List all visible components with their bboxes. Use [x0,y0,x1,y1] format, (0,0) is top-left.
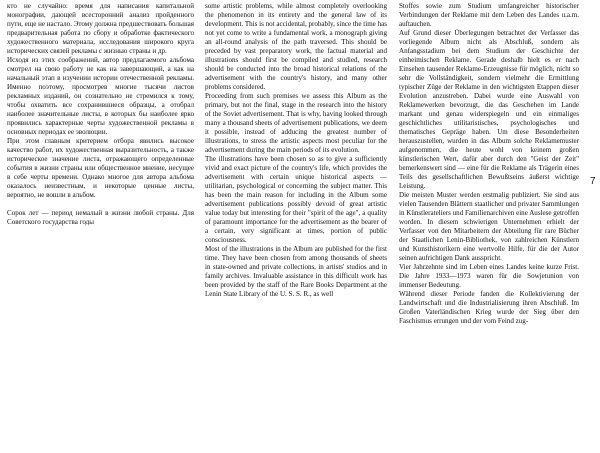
english-paragraph-4: Most of the illustrations in the Album are published for the first time. They have been chosen from among thousands of sheets in state-owned and private collections, in artists' studios and in family archives. Invaluable assistance in this difficult work has been provided by the staff of the Rare Books Department at the Lenin State Library of the U. S. S. R., as well [205,245,387,298]
german-paragraph-4: Vier Jahrzehnte sind im Leben eines Landes keine kurze Frist. Die Jahre 1933—1973 waren für die Sowjetunion von immenser Bedeutung. [399,263,579,289]
english-column [205,2,387,299]
german-paragraph-5: Während dieser Periode fanden die Kollektivierung der Landwirtschaft und die Industrialisierung ihren Abschluß. Im Großen Vaterländischen Krieg wurde der Sieg über den Faschismus errungen und der vom Feind zug- [399,290,579,325]
english-paragraph-1: some artistic problems, while almost completely overlooking the phenomenon in its entirety and the general law of its development. This is not accidental, probably, since the time has not yet come to write a fundamental work, a monograph giving an all-round analysis of the path traversed. This should be preceded by vast preparatory work, the factual material and illustrations should first be compiled and studied, research should be conducted into the broad historical relations of the advertisement with the country's history, and many other problems considered. [205,2,387,91]
russian-column [7,2,194,227]
english-paragraph-2: Proceeding from such premises we assess this Album as the primary, but not the final, stage in the research into the history of the Soviet advertisement. That is why, having looked through many a thousand sheets of advertisement publications, we deem it possible, instead of adducing the greatest number of illustrations, to stress the artistic aspects most peculiar for the advertisement during the main periods of its evolution. [205,92,387,154]
german-paragraph-1: Stoffes sowie zum Studium umfangreicher historischer Verbindungen der Reklame mit dem Leben des Landes u.a.m. auftauchen. [399,2,579,28]
russian-paragraph-3: При этом главным критерием отбора явились высокое качество работ, их художественная выразительность, а также историческое значение листа, отражающего определенные события в жизни страны или общественное мнение, несущее в себе черты времени. Однако многое для автора альбома оказалось неизвестным, и некоторые ценные листы, вероятно, не вошли в альбом. [7,137,194,199]
russian-paragraph-1: кто не случайно: время для написания капитальной монографии, дающей всесторонний анализ пройденного пути, еще не настало. Этому должна предшествовать большая предварительная работа по сбору и обработке фактического художественного материала, исследования широкого круга исторических связей рекламы с жизнью страны и др. [7,2,194,55]
russian-paragraph-4: Сорок лет — период немалый в жизни любой страны. Для Советского государства годы [7,209,194,226]
german-column [399,2,579,326]
russian-paragraph-2: Исходя из этих соображений, автор предлагаемого альбома смотрел на свою работу не как на завершающий, а как на начальный этап в изучении истории отечественной рекламы. Именно поэтому, просмотрев многие тысячи листов рекламных изданий, он сознательно не стремился к тому, чтобы охватить все сохранившиеся образцы, а отобрал наиболее значительные листы, в которых бы наиболее ярко проявились характерные черты художественной рекламы в основных периодах ее эволюции. [7,56,194,136]
german-paragraph-3: Die meisten Muster werden erstmalig publiziert. Sie sind aus vielen Tausenden Blättern staatlicher und privater Sammlungen in Künstlerateliers und Familienarchiven eine Auslese getroffen worden. In diesem schwierigen Unternehmen erhielt der Verfasser von den Mitarbeitern der Abteilung für rare Bücher der Staatlichen Lenin-Bibliothek, von zahlreichen Künstlern und Kunsthistorikern eine wertvolle Hilfe, für die der Autor seinen aufrichtigen Dank ausspricht. [399,191,579,262]
page-number: 7 [590,176,596,187]
english-paragraph-3: The illustrations have been chosen so as to give a sufficiently vivid and exact picture of the country's life, which provides the advertisement with certain unique historical aspects — utilitarian, psychological or concerning the subject matter. This has been the main reason for including in the Album some advertisement publications possibly devoid of great artistic value today but interesting for their "spirit of the age", a quality of paramount importance for the advertisement as the bearer of a certain, very significant at times, portion of public consciousness. [205,155,387,244]
german-paragraph-2: Auf Grund dieser Überlegungen betrachtet der Verfasser das vorliegende Album nicht als Abschluß, sondern als Anfangsstadium bei dem Studium der Geschichte der einheimischen Reklame. Gerade deshalb hielt es er nach Einsehen tausender Reklame-Erzeugnisse für möglich, nicht so sehr die Vollständigkeit, sondern vielmehr die Ermittlung typischer Züge der Reklame in den wichtigsten Etappen dieser Evolution anzustreben. Dabei wurde eine Auswahl von Reklamewerken bevorzugt, die das Geschehen im Lande markant und genau widerspiegeln und ein einmaliges geschichtliches utilitaristisches, psychologisches und thematisches Gepräge haben. Um diese Besonderheiten herauszustellen, wurden in das Album solche Reklamemuster aufgenommen, die heute wohl von keinem großen künstlerischen Wert, dafür aber durch den "Geist der Zeit" bemerkenswert sind — eine für die Reklame als Trägerin eines Teils des gesellschaftlichen Bewußtseins äußerst wichtige Leistung. [399,29,579,190]
